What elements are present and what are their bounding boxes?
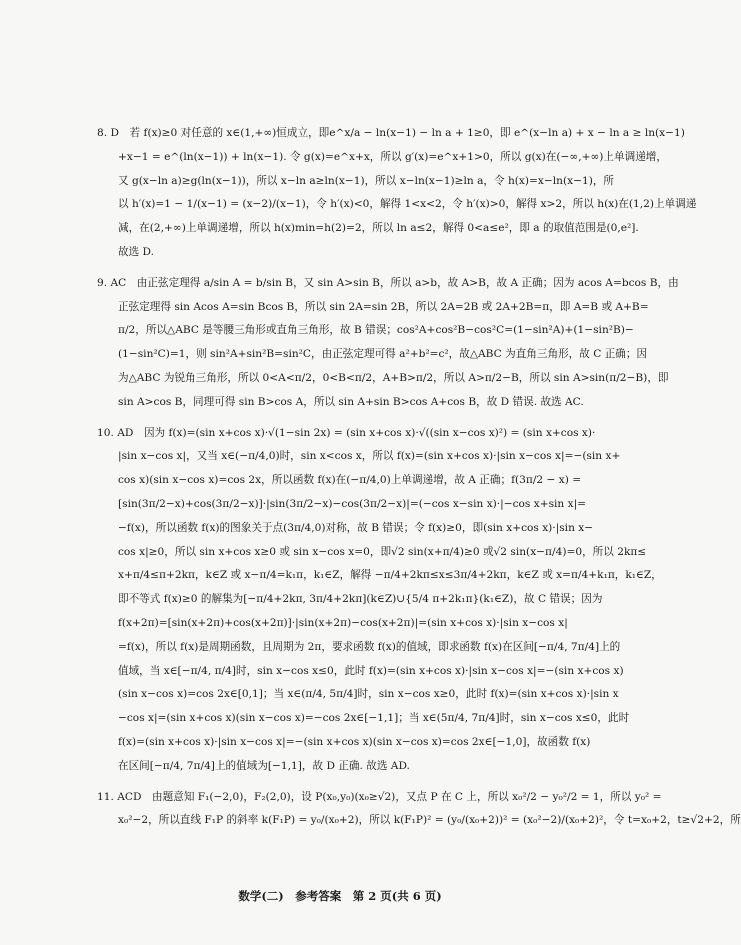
question-body-line: +x−1 = e^(ln(x−1)) + ln(x−1). 令 g(x)=e^x+x，所以 g′(x)=e^x+1>0，所以 g(x)在(−∞,+∞)上单调递增， xyxy=(118,150,667,163)
question-heading-line: 9. AC 由正弦定理得 a/sin A = b/sin B，又 sin A>sin B，所以 a>b，故 A>B，故 A 正确；因为 acos A=bcos B，由 xyxy=(97,276,679,289)
question-body-line: 为△ABC 为锐角三角形，所以 0<A<π/2，0<B<π/2，A+B>π/2，所以 A>π/2−B，所以 sin A>sin(π/2−B)，即 xyxy=(118,371,669,384)
question-q8 xyxy=(97,122,697,265)
question-heading-line: 10. AD 因为 f(x)=(sin x+cos x)·√(1−sin 2x) = (sin x+cos x)·√((sin x−cos x)²) = (sin x+cos x)· xyxy=(97,426,596,439)
question-body-line: 又 g(x−ln a)≥g(ln(x−1))，所以 x−ln a≥ln(x−1)，所以 x−ln(x−1)≥ln a，令 h(x)=x−ln(x−1)，所 xyxy=(118,174,615,187)
question-body-line: (sin x−cos x)=cos 2x∈[0,1]；当 x∈(π/4, 5π/4]时，sin x−cos x≥0，此时 f(x)=(sin x+cos x)·|sin x xyxy=(118,688,619,701)
question-body-line: −cos x|=(sin x+cos x)(sin x−cos x)=−cos 2x∈[−1,1]；当 x∈(5π/4, 7π/4]时，sin x−cos x≤0，此时 xyxy=(118,712,630,725)
question-q9 xyxy=(97,272,679,415)
question-q10 xyxy=(97,422,662,779)
question-body-line: |sin x−cos x|，又当 x∈(−π/4,0)时，sin x<cos x，所以 f(x)=(sin x+cos x)·|sin x−cos x|=−(sin x+ xyxy=(118,450,621,463)
question-body-line: 以 h′(x)=1 − 1/(x−1) = (x−2)/(x−1)，令 h′(x)<0，解得 1<x<2，令 h′(x)>0，解得 x>2，所以 h(x)在(1,2)上单调递 xyxy=(118,198,697,211)
question-body-line: 故选 D. xyxy=(118,245,155,258)
question-body-line: (1−sin²C)=1，则 sin²A+sin²B=sin²C，由正弦定理可得 a²+b²=c²，故△ABC 为直角三角形，故 C 正确；因 xyxy=(118,348,648,361)
question-body-line: =f(x)，所以 f(x)是周期函数，且周期为 2π，要求函数 f(x)的值域，即求函数 f(x)在区间[−π/4, 7π/4]上的 xyxy=(118,640,621,653)
question-body-line: sin A>cos B，同理可得 sin B>cos A，所以 sin A+sin B>cos A+cos B，故 D 错误. 故选 AC. xyxy=(118,395,584,408)
question-body-line: f(x+2π)=[sin(x+2π)+cos(x+2π)]·|sin(x+2π)−cos(x+2π)|=(sin x+cos x)·|sin x−cos x| xyxy=(118,616,568,629)
question-body-line: cos x|≥0，所以 sin x+cos x≥0 或 sin x−cos x=0，即√2 sin(x+π/4)≥0 或√2 sin(x−π/4)=0，所以 2kπ≤ xyxy=(118,545,647,558)
question-body-line: f(x)=(sin x+cos x)·|sin x−cos x|=−(sin x+cos x)(sin x−cos x)=cos 2x∈[−1,0]，故函数 f(x) xyxy=(118,735,591,748)
question-list xyxy=(97,122,741,833)
question-body-line: 即不等式 f(x)≥0 的解集为[−π/4+2kπ, 3π/4+2kπ](k∈Z)∪{5/4 π+2k₁π}(k₁∈Z)，故 C 错误；因为 xyxy=(118,593,603,606)
question-body-line: x+π/4≤π+2kπ，k∈Z 或 x−π/4=k₁π，k₁∈Z，解得 −π/4+2kπ≤x≤3π/4+2kπ，k∈Z 或 x=π/4+k₁π，k₁∈Z， xyxy=(118,569,662,582)
question-body-line: [sin(3π/2−x)+cos(3π/2−x)]·|sin(3π/2−x)−cos(3π/2−x)|=(−cos x−sin x)·|−cos x+sin x|= xyxy=(118,497,587,510)
question-body-line: 正弦定理得 sin Acos A=sin Bcos B，所以 sin 2A=sin 2B，所以 2A=2B 或 2A+2B=π，即 A=B 或 A+B= xyxy=(118,300,649,313)
question-body-line: π/2，所以△ABC 是等腰三角形或直角三角形，故 B 错误；cos²A+cos²B−cos²C=(1−sin²A)+(1−sin²B)− xyxy=(118,324,634,337)
question-body-line: x₀²−2，所以直线 F₁P 的斜率 k(F₁P) = y₀/(x₀+2)，所以 k(F₁P)² = (y₀/(x₀+2))² = (x₀²−2)/(x₀+2)²，令 t=x₀+2，t≥√2+2，所 xyxy=(118,814,741,827)
question-heading-line: 8. D 若 f(x)≥0 对任意的 x∈(1,+∞)恒成立，即e^x/a − ln(x−1) − ln a + 1≥0，即 e^(x−ln a) + x − ln a ≥ ln(x−1) xyxy=(97,127,685,139)
question-body-line: cos x)(sin x−cos x)=cos 2x，所以函数 f(x)在(−π/4,0)上单调递增，故 A 正确；f(3π/2 − x) = xyxy=(118,474,582,487)
page-footer: 数学(二) 参考答案 第 2 页(共 6 页) xyxy=(238,889,442,903)
question-body-line: −f(x)，所以函数 f(x)的图象关于点(3π/4,0)对称，故 B 错误；令 f(x)≥0，即(sin x+cos x)·|sin x− xyxy=(118,521,594,534)
question-heading-line: 11. ACD 由题意知 F₁(−2,0)，F₂(2,0)，设 P(x₀,y₀)(x₀≥√2)，又点 P 在 C 上，所以 x₀²/2 − y₀²/2 = 1，所以 y₀² = xyxy=(97,790,662,803)
question-body-line: 值域，当 x∈[−π/4, π/4]时，sin x−cos x≤0，此时 f(x)=(sin x+cos x)·|sin x−cos x|=−(sin x+cos x) xyxy=(118,664,624,677)
question-body-line: 在区间[−π/4, 7π/4]上的值域为[−1,1]，故 D 正确. 故选 AD. xyxy=(118,759,410,772)
question-body-line: 减，在(2,+∞)上单调递增，所以 h(x)min=h(2)=2，所以 ln a≤2，解得 0<a≤e²，即 a 的取值范围是(0,e²]. xyxy=(118,222,639,235)
question-q11 xyxy=(97,786,741,834)
